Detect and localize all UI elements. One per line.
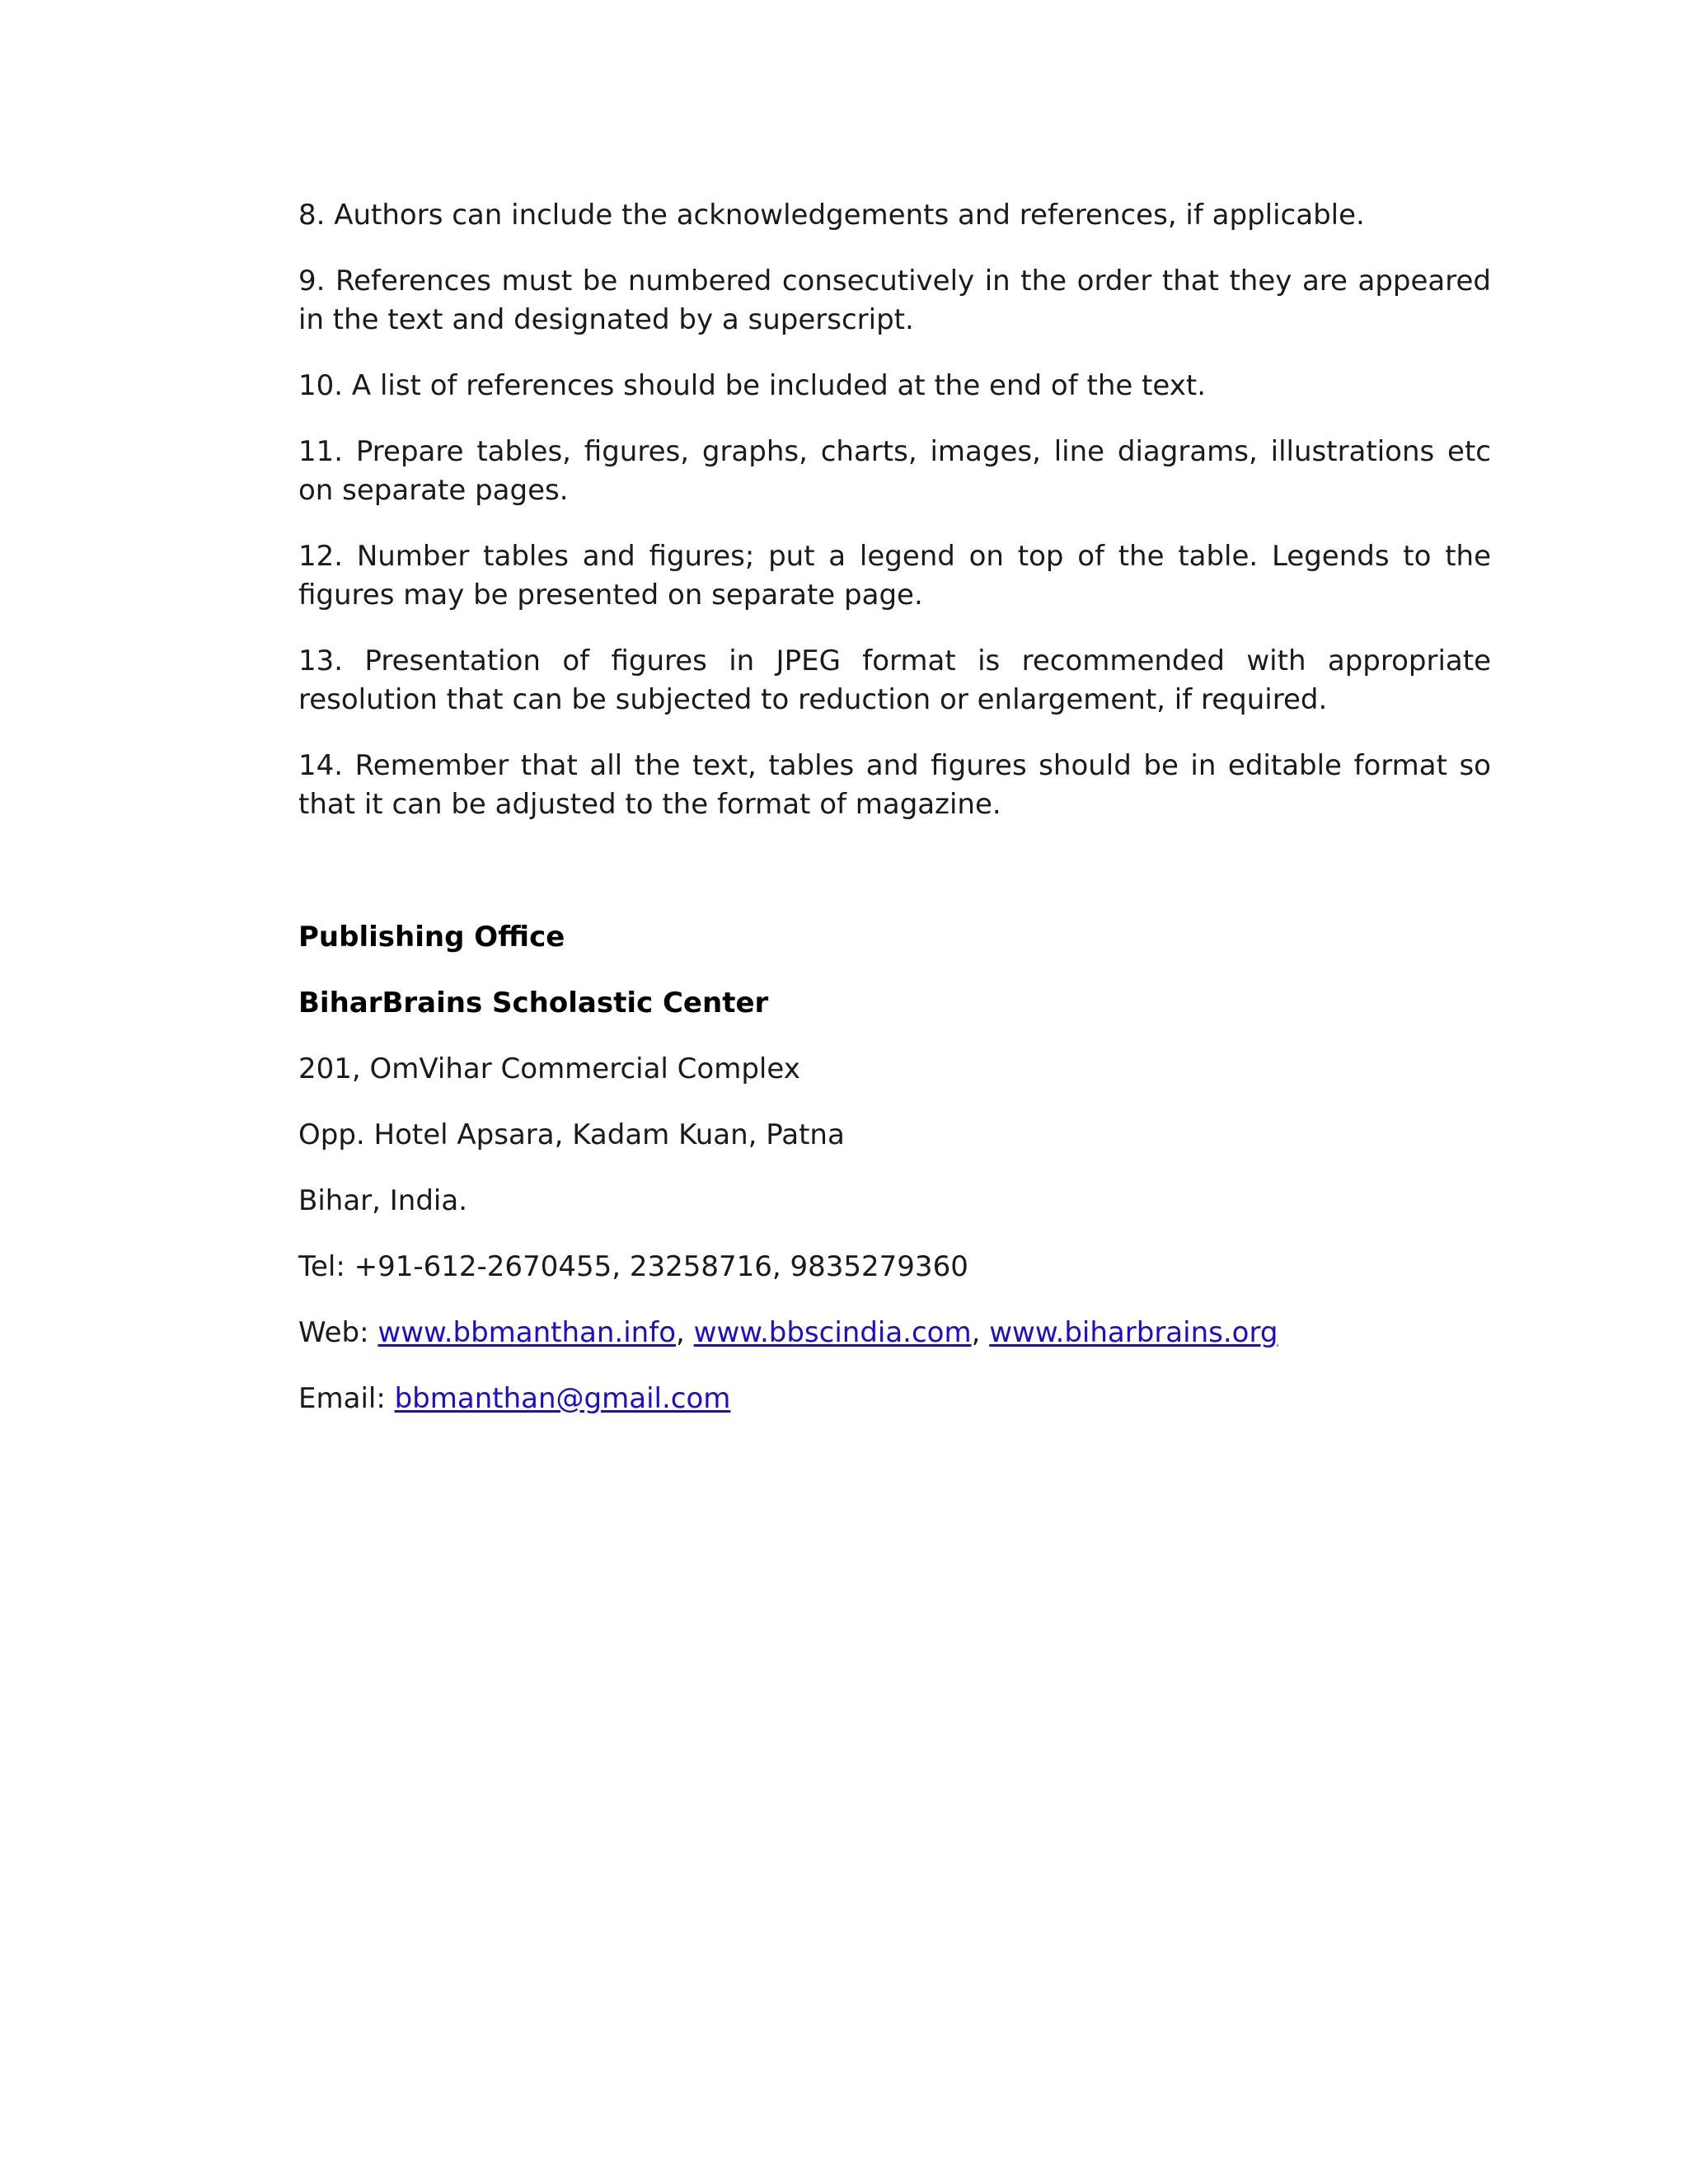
organization-name: BiharBrains Scholastic Center xyxy=(298,987,769,1019)
telephone-line: Tel: +91-612-2670455, 23258716, 9835279360 xyxy=(298,1250,968,1283)
email-line xyxy=(298,1380,1491,1418)
section-spacer xyxy=(298,851,1491,918)
web-label: Web: xyxy=(298,1316,378,1349)
instruction-item-13: 13. Presentation of figures in JPEG format is recommended with appropriate resolution that can be subjected to reduction or enlargement, if required. xyxy=(298,644,1491,716)
link-separator: , xyxy=(676,1316,694,1349)
address-line-2: Opp. Hotel Apsara, Kadam Kuan, Patna xyxy=(298,1118,845,1151)
email-label: Email: xyxy=(298,1382,395,1415)
instruction-item-12: 12. Number tables and figures; put a legend on top of the table. Legends to the figures may be presented on separate page. xyxy=(298,540,1491,612)
publishing-office-heading: Publishing Office xyxy=(298,921,565,954)
email-link[interactable]: bbmanthan@gmail.com xyxy=(394,1382,731,1415)
web-link-bbscindia[interactable]: www.bbscindia.com xyxy=(693,1316,972,1349)
instruction-item-8: 8. Authors can include the acknowledgements and references, if applicable. xyxy=(298,199,1365,232)
web-link-biharbrains[interactable]: www.biharbrains.org xyxy=(989,1316,1278,1349)
web-line xyxy=(298,1314,1491,1352)
instruction-item-10: 10. A list of references should be included at the end of the text. xyxy=(298,369,1206,402)
instruction-item-9: 9. References must be numbered consecutively in the order that they are appeared in the text and designated by a superscript. xyxy=(298,265,1491,336)
address-line-1: 201, OmVihar Commercial Complex xyxy=(298,1052,800,1085)
link-separator: , xyxy=(971,1316,990,1349)
page-content xyxy=(298,196,1491,1446)
web-link-bbmanthan[interactable]: www.bbmanthan.info xyxy=(377,1316,677,1349)
instruction-item-14: 14. Remember that all the text, tables and figures should be in editable format so that it can be adjusted to the format of magazine. xyxy=(298,749,1491,821)
instruction-item-11: 11. Prepare tables, figures, graphs, charts, images, line diagrams, illustrations etc on separate pages. xyxy=(298,435,1491,507)
address-line-3: Bihar, India. xyxy=(298,1184,467,1217)
